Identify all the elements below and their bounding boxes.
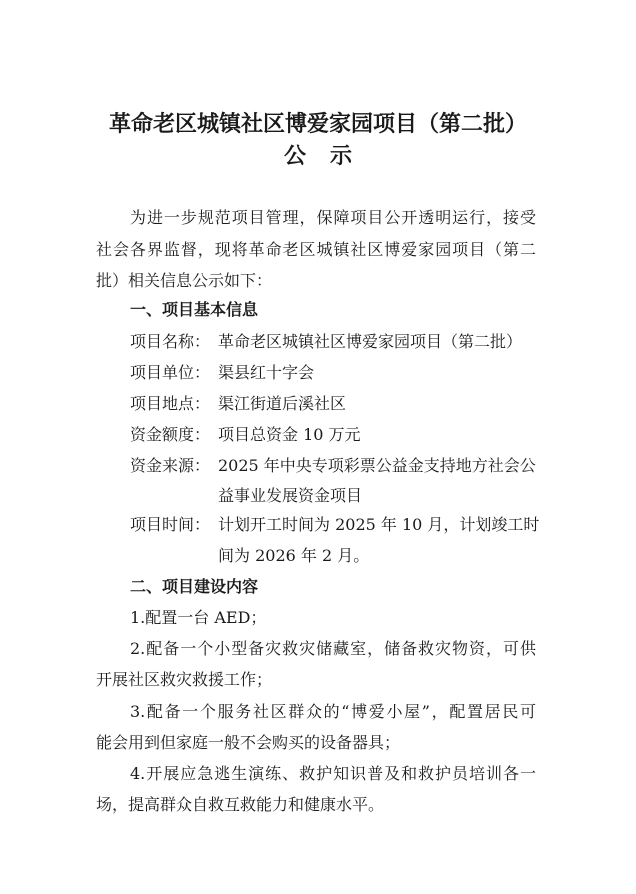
- info-value: 渠江街道后溪社区: [218, 394, 347, 413]
- info-row-location: [130, 394, 346, 414]
- intro-line-3: 批）相关信息公示如下：: [96, 271, 273, 290]
- info-value: 革命老区城镇社区博爱家园项目（第二批）: [218, 332, 523, 351]
- section-heading-content: 二、项目建设内容: [130, 577, 259, 596]
- intro-line-2: 社会各界监督，现将革命老区城镇社区博爱家园项目（第二: [96, 240, 536, 259]
- content-item-3: 3.配备一个服务社区群众的“博爱小屋”，配置居民可: [130, 702, 536, 721]
- info-value: 项目总资金 10 万元: [218, 425, 361, 444]
- info-row-time: [130, 515, 539, 535]
- document-title: 革命老区城镇社区博爱家园项目（第二批）: [108, 112, 527, 137]
- info-row-name: [130, 332, 522, 352]
- info-value: 计划开工时间为 2025 年 10 月，计划竣工时: [218, 515, 540, 534]
- info-label: 资金来源：: [130, 456, 211, 475]
- info-value-continuation: 益事业发展资金项目: [218, 486, 363, 505]
- info-value-continuation: 间为 2026 年 2 月。: [218, 546, 370, 565]
- section-heading-basic-info: 一、项目基本信息: [130, 300, 259, 319]
- content-item-1: 1.配置一台 AED；: [130, 608, 267, 627]
- content-item-4: 4.开展应急逃生演练、救护知识普及和救护员培训各一: [130, 764, 536, 783]
- info-value: 2025 年中央专项彩票公益金支持地方社会公: [218, 456, 536, 475]
- content-item-3-continuation: 能会用到但家庭一般不会购买的设备器具；: [96, 733, 401, 752]
- content-item-2: 2.配备一个小型备灾救灾储藏室，储备救灾物资，可供: [130, 639, 536, 658]
- info-row-amount: [130, 425, 361, 445]
- document-subtitle: 公示: [283, 144, 376, 169]
- content-item-2-continuation: 开展社区救灾救援工作；: [96, 670, 273, 689]
- intro-line-1: 为进一步规范项目管理，保障项目公开透明运行，接受: [130, 208, 536, 227]
- info-value: 渠县红十字会: [218, 363, 315, 382]
- content-item-4-continuation: 场，提高群众自救互救能力和健康水平。: [96, 795, 385, 814]
- info-label: 项目地点：: [130, 394, 211, 413]
- info-label: 项目名称：: [130, 332, 211, 351]
- info-label: 项目单位：: [130, 363, 211, 382]
- info-row-source: [130, 456, 536, 476]
- info-label: 资金额度：: [130, 425, 211, 444]
- info-label: 项目时间：: [130, 515, 211, 534]
- info-row-unit: [130, 363, 314, 383]
